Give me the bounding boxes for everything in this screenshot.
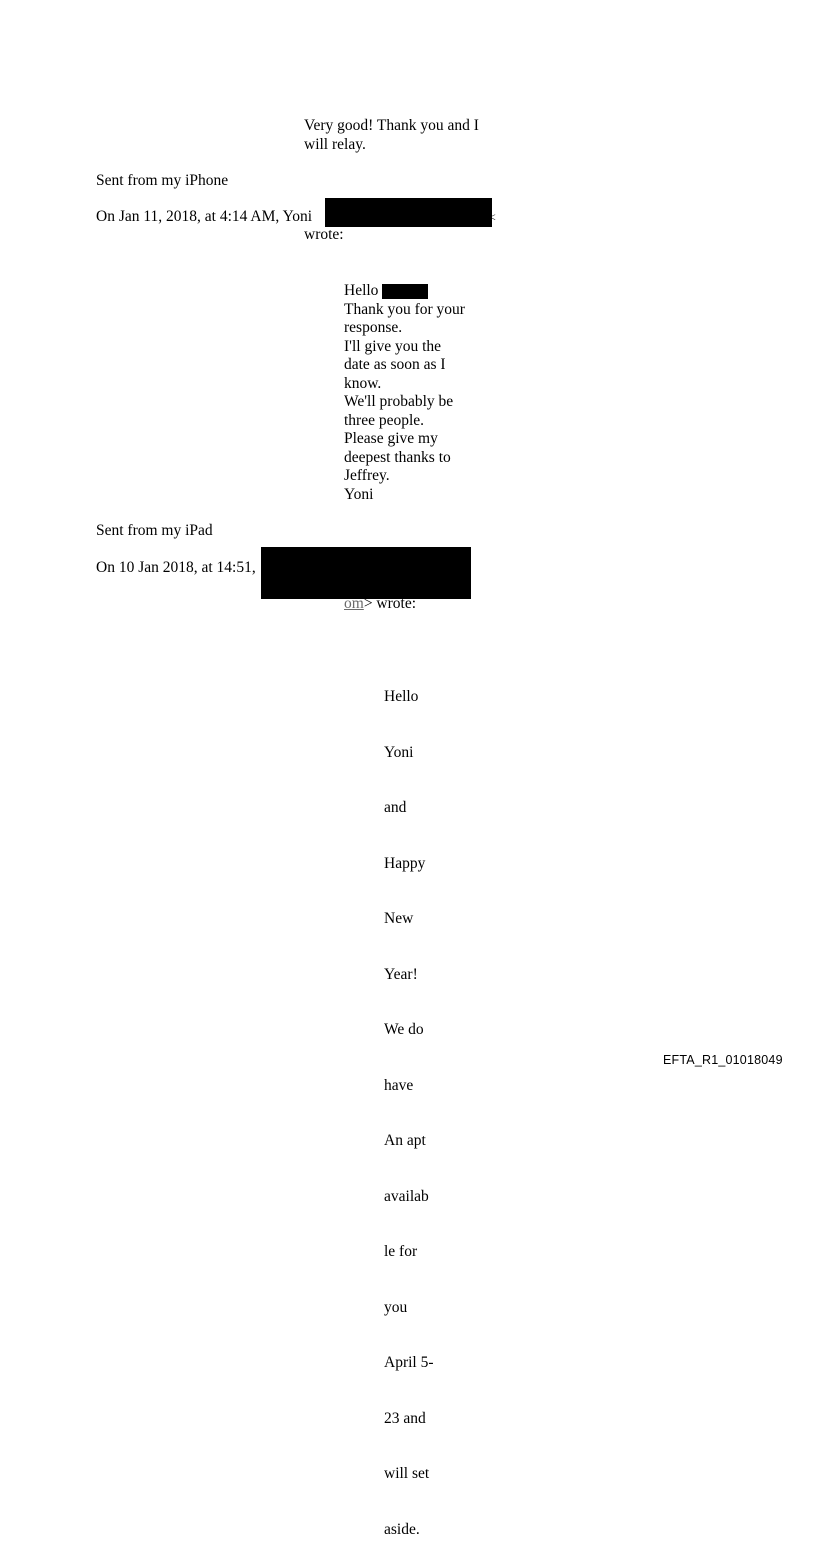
message-yoni — [344, 282, 465, 504]
reply-top-line-2: will relay. — [304, 135, 366, 153]
message-yoni-line: Jeffrey. — [344, 467, 390, 484]
redaction-2 — [382, 284, 428, 299]
message-yoni-line: know. — [344, 374, 382, 392]
message-reply-line: April 5- — [384, 1354, 434, 1371]
message-reply-line: Year! — [384, 965, 418, 983]
message-yoni-line: date as soon as I — [344, 356, 446, 373]
message-reply-line: Yoni — [384, 743, 414, 761]
document-id: EFTA_R1_01018049 — [663, 1053, 783, 1067]
message-yoni-line: We'll probably be — [344, 393, 454, 410]
message-yoni-line: Please give my — [344, 430, 438, 447]
message-reply-line: New — [384, 910, 414, 927]
signature-ipad: Sent from my iPad — [96, 522, 213, 539]
message-reply-line: An apt — [384, 1132, 426, 1149]
message-reply-line: le for — [384, 1243, 418, 1260]
redaction-1 — [325, 198, 492, 227]
message-yoni-line: three people. — [344, 411, 425, 429]
message-yoni-line: deepest thanks to — [344, 448, 451, 466]
quote-header-2-wrote-text: > wrote: — [363, 595, 417, 612]
message-reply-line: Hello — [384, 688, 419, 705]
message-reply-line: We do — [384, 1021, 424, 1038]
message-reply-line: you — [384, 1298, 408, 1316]
reply-top-line-1: Very good! Thank you and I — [304, 117, 479, 134]
quote-header-1-prefix: On Jan 11, 2018, at 4:14 AM, Yoni — [96, 208, 313, 225]
message-yoni-greeting: Hello — [344, 282, 379, 299]
quote-header-1-wrote: wrote: — [304, 226, 344, 243]
signature-iphone: Sent from my iPhone — [96, 172, 229, 189]
message-reply-line: 23 and — [384, 1409, 426, 1427]
message-yoni-line: Yoni — [344, 485, 374, 503]
quote-header-2-wrote — [344, 595, 416, 614]
message-yoni-line: I'll give you the — [344, 337, 442, 355]
message-reply — [384, 651, 434, 1558]
message-reply-line: aside. — [384, 1520, 420, 1538]
message-reply-line: Happy — [384, 854, 426, 872]
redaction-3 — [261, 547, 471, 599]
message-reply-line: and — [384, 799, 407, 816]
quote-header-1-trail: < — [489, 210, 496, 224]
quote-header-2-prefix: On 10 Jan 2018, at 14:51, — [96, 559, 256, 576]
message-reply-line: availab — [384, 1187, 429, 1205]
message-reply-line: have — [384, 1076, 414, 1094]
message-reply-line: will set — [384, 1465, 430, 1482]
reply-top — [304, 117, 479, 154]
message-yoni-line: response. — [344, 319, 403, 336]
email-link-fragment[interactable]: om — [344, 595, 364, 612]
message-yoni-line: Thank you for your — [344, 300, 465, 318]
